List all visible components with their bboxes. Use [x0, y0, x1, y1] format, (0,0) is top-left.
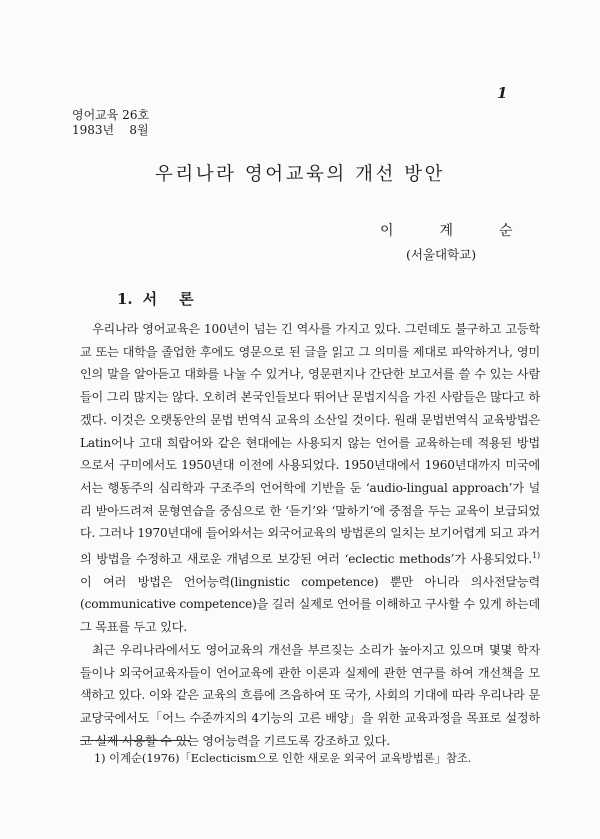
author-affiliation: (서울대학교) — [406, 247, 477, 262]
paragraph: 우리나라 영어교육은 100년이 넘는 긴 역사를 가지고 있다. 그런데도 불구하고 고등학교 또는 대학을 졸업한 후에도 영문으로 된 글을 읽고 그 의미를 제대로 파악하거나, 영미인의 말을 알아듣고 대화를 나눌 수 있거나, 영문편지나 간단한 보고서를 쓸 수 있는 사람들이 그리 많지는 않다. 오히려 본국인들보다 뛰어난 문법지식을 가진 사람들은 많다고 하겠다. 이것은 오랫동안의 문법 번역식 교육의 소산일 것이다. 원래 문법번역식 교육방법은 Latin어나 고대 희랍어와 같은 현대에는 사용되지 않는 언어를 교육하는데 적용된 방법으로서 구미에서도 1950년대 이전에 사용되었다. 1950년대에서 1960년대까지 미국에서는 행동주의 심리학과 구조주의 언어학에 기반을 둔 ‘audio-lingual approach’가 널리 받아드려져 문형연습을 중심으로 한 ‘듣기’와 ‘말하기’에 중점을 두는 교육이 보급되었다. 그러나 1970년대에 들어와서는 외국어교육의 방법론의 일치는 보기어렵게 되고 과거의 방법을 수정하고 새로운 개념으로 보강된 여러 ‘eclectic methods’가 사용되었다.$^{1)}$ 이 여러 방법은 언어능력(lingnistic competence) 뿐만 아니라 의사전달능력(communicative competence)을 길러 실제로 언어를 이해하고 구사할 수 있게 하는데 그 목표를 두고 있다. — [80, 322, 540, 635]
section-title: 서론 — [142, 290, 216, 308]
section-number: 1. — [117, 290, 133, 308]
journal-volume: 영어교육 26호 — [72, 108, 150, 122]
paper-title: 우리나라 영어교육의 개선 방안 — [155, 164, 445, 185]
body-text — [80, 318, 540, 752]
paragraph: 최근 우리나라에서도 영어교육의 개선을 부르짖는 소리가 높아지고 있으며 몇몇 학자들이나 외국어교육자들이 언어교육에 관한 이론과 실제에 관한 연구를 하여 개선책을 모색하고 있다. 이와 같은 교육의 흐름에 즈음하여 또 국가, 사회의 기대에 따라 우리나라 문교당국에서도「어느 수준까지의 4기능의 고른 배양」을 위한 교육과정을 목표로 설정하고 실제 사용할 수 있는 영어능력을 기르도록 강조하고 있다. — [80, 642, 540, 748]
journal-date: 1983년 8월 — [72, 123, 149, 137]
footnote-divider — [80, 740, 190, 741]
page-number: 1 — [497, 84, 508, 102]
author-name: 이계순 — [380, 223, 559, 239]
footnote-marker: 1) — [532, 551, 540, 561]
journal-info — [72, 108, 149, 138]
section-heading — [117, 288, 216, 309]
footnote: 1) 이계순(1976)「Eclecticism으로 인한 새로운 외국어 교육방법론」참조. — [94, 752, 472, 765]
